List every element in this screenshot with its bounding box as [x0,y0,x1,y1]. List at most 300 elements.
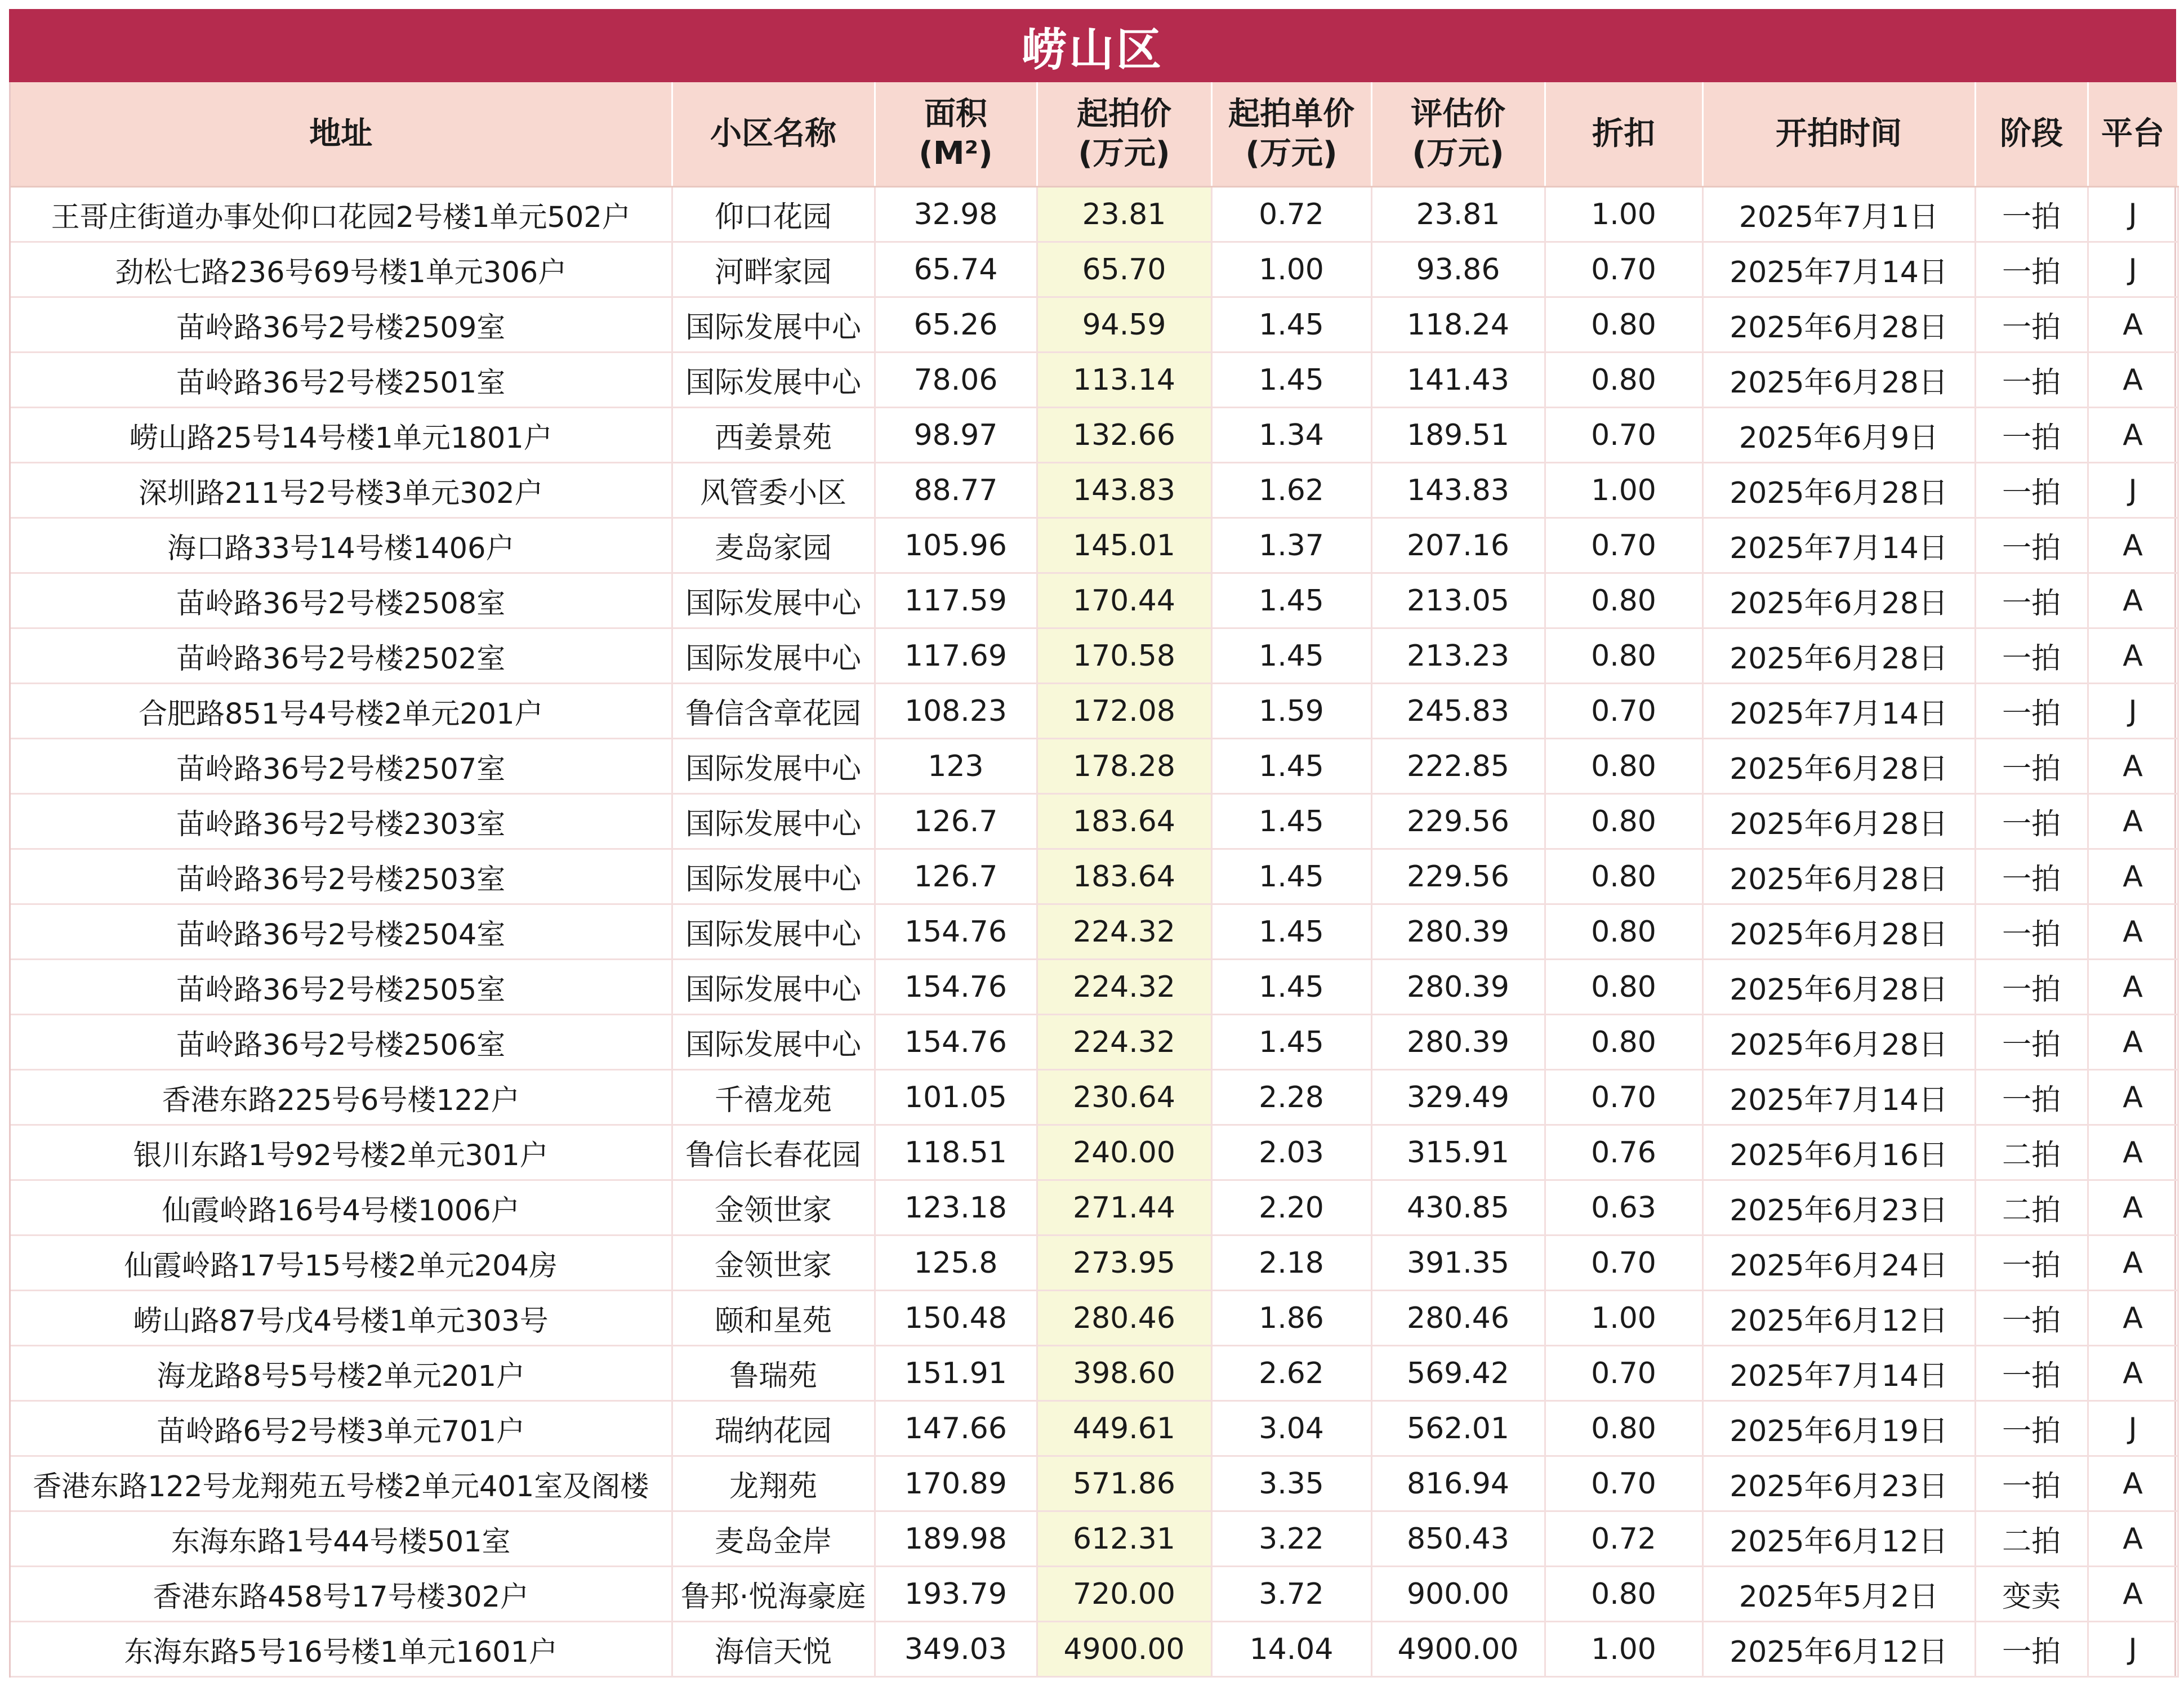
cell-discount: 0.70 [1545,518,1702,573]
cell-platform: J [2088,1401,2178,1456]
cell-appraisal: 118.24 [1371,297,1545,353]
cell-platform: A [2088,1456,2178,1511]
cell-unit-price: 1.62 [1211,463,1371,518]
cell-area: 126.7 [875,794,1037,849]
cell-address: 合肥路851号4号楼2单元201户 [11,684,672,739]
cell-discount: 0.80 [1545,353,1702,408]
spreadsheet [9,9,2176,1678]
cell-start-price: 143.83 [1037,463,1211,518]
cell-appraisal: 280.46 [1371,1291,1545,1346]
cell-auction-date: 2025年6月28日 [1702,297,1975,353]
cell-platform: J [2088,1622,2178,1677]
cell-platform: A [2088,353,2178,408]
cell-area: 349.03 [875,1622,1037,1677]
table-row [11,1401,2178,1456]
table-row [11,1456,2178,1511]
cell-stage: 一拍 [1975,1456,2088,1511]
cell-appraisal: 213.23 [1371,628,1545,684]
cell-discount: 0.70 [1545,242,1702,297]
cell-platform: A [2088,573,2178,628]
cell-address: 苗岭路36号2号楼2506室 [11,1015,672,1070]
cell-discount: 0.80 [1545,573,1702,628]
table-row [11,1291,2178,1346]
cell-appraisal: 391.35 [1371,1235,1545,1291]
column-header-label: 地址 [309,115,373,152]
cell-stage: 一拍 [1975,1070,2088,1125]
column-header-address [11,82,672,187]
cell-auction-date: 2025年6月28日 [1702,353,1975,408]
cell-appraisal: 222.85 [1371,739,1545,794]
column-header-label: 评估价 [1411,96,1505,132]
cell-unit-price: 2.18 [1211,1235,1371,1291]
cell-stage: 一拍 [1975,463,2088,518]
cell-unit-price: 1.45 [1211,960,1371,1015]
column-header-appraisal [1371,82,1545,187]
cell-community: 仰口花园 [672,187,875,242]
cell-stage: 一拍 [1975,1401,2088,1456]
cell-unit-price: 2.20 [1211,1180,1371,1235]
table-row [11,518,2178,573]
cell-area: 32.98 [875,187,1037,242]
cell-discount: 0.80 [1545,739,1702,794]
cell-area: 117.69 [875,628,1037,684]
cell-area: 65.74 [875,242,1037,297]
cell-community: 国际发展中心 [672,573,875,628]
cell-stage: 一拍 [1975,904,2088,960]
cell-auction-date: 2025年6月23日 [1702,1456,1975,1511]
cell-stage: 一拍 [1975,573,2088,628]
table-body [11,187,2178,1677]
cell-area: 118.51 [875,1125,1037,1180]
cell-unit-price: 1.45 [1211,573,1371,628]
cell-unit-price: 3.35 [1211,1456,1371,1511]
cell-community: 金领世家 [672,1180,875,1235]
cell-community: 国际发展中心 [672,849,875,904]
cell-appraisal: 562.01 [1371,1401,1545,1456]
cell-stage: 一拍 [1975,242,2088,297]
cell-discount: 0.80 [1545,628,1702,684]
cell-start-price: 94.59 [1037,297,1211,353]
cell-appraisal: 816.94 [1371,1456,1545,1511]
cell-platform: A [2088,1346,2178,1401]
cell-auction-date: 2025年6月28日 [1702,573,1975,628]
cell-discount: 0.72 [1545,1511,1702,1567]
cell-appraisal: 143.83 [1371,463,1545,518]
column-header-start-price [1037,82,1211,187]
cell-unit-price: 1.34 [1211,408,1371,463]
column-header-unit: (万元) [1078,135,1170,172]
cell-auction-date: 2025年6月28日 [1702,628,1975,684]
cell-address: 香港东路122号龙翔苑五号楼2单元401室及阁楼 [11,1456,672,1511]
cell-auction-date: 2025年7月14日 [1702,1070,1975,1125]
cell-community: 国际发展中心 [672,794,875,849]
cell-community: 鲁邦·悦海豪庭 [672,1567,875,1622]
cell-discount: 1.00 [1545,187,1702,242]
cell-unit-price: 1.45 [1211,297,1371,353]
cell-unit-price: 2.28 [1211,1070,1371,1125]
cell-platform: A [2088,518,2178,573]
table-row [11,1125,2178,1180]
cell-community: 颐和星苑 [672,1291,875,1346]
cell-stage: 一拍 [1975,297,2088,353]
cell-discount: 1.00 [1545,463,1702,518]
cell-start-price: 170.58 [1037,628,1211,684]
cell-address: 苗岭路36号2号楼2503室 [11,849,672,904]
column-header-label: 小区名称 [710,115,836,152]
table-row [11,408,2178,463]
cell-address: 苗岭路36号2号楼2504室 [11,904,672,960]
cell-stage: 一拍 [1975,849,2088,904]
cell-discount: 0.80 [1545,904,1702,960]
cell-discount: 0.70 [1545,1070,1702,1125]
table-row [11,1015,2178,1070]
cell-auction-date: 2025年6月28日 [1702,794,1975,849]
cell-auction-date: 2025年7月14日 [1702,1346,1975,1401]
cell-stage: 一拍 [1975,628,2088,684]
cell-address: 劲松七路236号69号楼1单元306户 [11,242,672,297]
cell-unit-price: 1.45 [1211,739,1371,794]
column-header-unit: (万元) [1245,135,1338,172]
cell-platform: A [2088,297,2178,353]
cell-unit-price: 3.72 [1211,1567,1371,1622]
cell-unit-price: 1.00 [1211,242,1371,297]
table-row [11,573,2178,628]
cell-appraisal: 23.81 [1371,187,1545,242]
cell-discount: 0.63 [1545,1180,1702,1235]
table-row [11,904,2178,960]
cell-platform: A [2088,849,2178,904]
cell-unit-price: 3.04 [1211,1401,1371,1456]
cell-auction-date: 2025年6月28日 [1702,1015,1975,1070]
table-row [11,794,2178,849]
cell-discount: 0.80 [1545,1401,1702,1456]
cell-appraisal: 93.86 [1371,242,1545,297]
cell-auction-date: 2025年6月28日 [1702,960,1975,1015]
cell-start-price: 170.44 [1037,573,1211,628]
cell-community: 国际发展中心 [672,739,875,794]
cell-discount: 0.80 [1545,794,1702,849]
cell-community: 鲁信长春花园 [672,1125,875,1180]
cell-address: 苗岭路36号2号楼2303室 [11,794,672,849]
table-row [11,297,2178,353]
cell-community: 国际发展中心 [672,628,875,684]
cell-unit-price: 2.62 [1211,1346,1371,1401]
cell-auction-date: 2025年6月28日 [1702,739,1975,794]
cell-area: 193.79 [875,1567,1037,1622]
auction-table [11,82,2179,1678]
cell-address: 仙霞岭路16号4号楼1006户 [11,1180,672,1235]
cell-area: 154.76 [875,960,1037,1015]
cell-area: 117.59 [875,573,1037,628]
column-header-unit-price [1211,82,1371,187]
cell-unit-price: 14.04 [1211,1622,1371,1677]
cell-appraisal: 280.39 [1371,960,1545,1015]
cell-address: 东海东路5号16号楼1单元1601户 [11,1622,672,1677]
column-header-unit: (万元) [1412,135,1504,172]
cell-stage: 一拍 [1975,1346,2088,1401]
cell-appraisal: 329.49 [1371,1070,1545,1125]
table-row [11,739,2178,794]
cell-community: 国际发展中心 [672,353,875,408]
cell-stage: 二拍 [1975,1511,2088,1567]
cell-appraisal: 189.51 [1371,408,1545,463]
cell-community: 瑞纳花园 [672,1401,875,1456]
cell-platform: A [2088,1070,2178,1125]
cell-platform: A [2088,628,2178,684]
cell-area: 150.48 [875,1291,1037,1346]
cell-appraisal: 430.85 [1371,1180,1545,1235]
cell-area: 108.23 [875,684,1037,739]
cell-discount: 0.80 [1545,1015,1702,1070]
table-row [11,1622,2178,1677]
cell-auction-date: 2025年7月14日 [1702,518,1975,573]
cell-unit-price: 0.72 [1211,187,1371,242]
cell-auction-date: 2025年6月12日 [1702,1291,1975,1346]
cell-auction-date: 2025年7月14日 [1702,684,1975,739]
cell-platform: A [2088,1125,2178,1180]
cell-platform: A [2088,739,2178,794]
cell-community: 海信天悦 [672,1622,875,1677]
cell-address: 崂山路25号14号楼1单元1801户 [11,408,672,463]
cell-platform: A [2088,960,2178,1015]
cell-community: 鲁信含章花园 [672,684,875,739]
cell-platform: A [2088,794,2178,849]
cell-stage: 一拍 [1975,518,2088,573]
cell-address: 苗岭路36号2号楼2507室 [11,739,672,794]
cell-address: 海口路33号14号楼1406户 [11,518,672,573]
column-header-unit: (M²) [919,135,993,172]
cell-stage: 一拍 [1975,739,2088,794]
cell-address: 崂山路87号戊4号楼1单元303号 [11,1291,672,1346]
cell-area: 151.91 [875,1346,1037,1401]
column-header-label: 开拍时间 [1776,115,1902,152]
cell-stage: 二拍 [1975,1180,2088,1235]
column-header-label: 起拍单价 [1228,96,1354,132]
cell-discount: 0.80 [1545,297,1702,353]
cell-auction-date: 2025年6月28日 [1702,904,1975,960]
cell-appraisal: 280.39 [1371,1015,1545,1070]
cell-address: 香港东路458号17号楼302户 [11,1567,672,1622]
column-header-platform [2088,82,2178,187]
cell-community: 国际发展中心 [672,1015,875,1070]
cell-platform: A [2088,1291,2178,1346]
cell-area: 65.26 [875,297,1037,353]
cell-stage: 一拍 [1975,1291,2088,1346]
cell-platform: J [2088,684,2178,739]
cell-unit-price: 1.45 [1211,1015,1371,1070]
column-header-label: 面积 [924,96,987,132]
cell-platform: A [2088,1567,2178,1622]
cell-community: 国际发展中心 [672,960,875,1015]
cell-discount: 0.70 [1545,684,1702,739]
cell-auction-date: 2025年6月16日 [1702,1125,1975,1180]
cell-discount: 0.70 [1545,1456,1702,1511]
cell-start-price: 240.00 [1037,1125,1211,1180]
cell-address: 苗岭路6号2号楼3单元701户 [11,1401,672,1456]
table-row [11,187,2178,242]
cell-area: 88.77 [875,463,1037,518]
cell-address: 深圳路211号2号楼3单元302户 [11,463,672,518]
cell-address: 海龙路8号5号楼2单元201户 [11,1346,672,1401]
column-header-community [672,82,875,187]
cell-unit-price: 1.86 [1211,1291,1371,1346]
table-row [11,242,2178,297]
cell-community: 风管委小区 [672,463,875,518]
table-row [11,1235,2178,1291]
cell-auction-date: 2025年6月28日 [1702,463,1975,518]
cell-address: 苗岭路36号2号楼2508室 [11,573,672,628]
table-row [11,849,2178,904]
cell-start-price: 145.01 [1037,518,1211,573]
cell-stage: 一拍 [1975,684,2088,739]
cell-auction-date: 2025年6月23日 [1702,1180,1975,1235]
cell-stage: 一拍 [1975,1015,2088,1070]
cell-appraisal: 569.42 [1371,1346,1545,1401]
cell-stage: 二拍 [1975,1125,2088,1180]
column-header-area [875,82,1037,187]
cell-area: 189.98 [875,1511,1037,1567]
cell-platform: J [2088,463,2178,518]
cell-area: 105.96 [875,518,1037,573]
table-row [11,1346,2178,1401]
cell-start-price: 449.61 [1037,1401,1211,1456]
cell-area: 98.97 [875,408,1037,463]
cell-auction-date: 2025年6月9日 [1702,408,1975,463]
cell-auction-date: 2025年5月2日 [1702,1567,1975,1622]
cell-stage: 变卖 [1975,1567,2088,1622]
cell-start-price: 612.31 [1037,1511,1211,1567]
cell-start-price: 183.64 [1037,794,1211,849]
cell-appraisal: 141.43 [1371,353,1545,408]
cell-start-price: 65.70 [1037,242,1211,297]
cell-area: 123.18 [875,1180,1037,1235]
cell-unit-price: 1.37 [1211,518,1371,573]
cell-start-price: 224.32 [1037,1015,1211,1070]
cell-address: 东海东路1号44号楼501室 [11,1511,672,1567]
cell-address: 苗岭路36号2号楼2505室 [11,960,672,1015]
cell-unit-price: 1.59 [1211,684,1371,739]
cell-platform: A [2088,904,2178,960]
table-row [11,463,2178,518]
cell-unit-price: 1.45 [1211,794,1371,849]
column-header-stage [1975,82,2088,187]
cell-discount: 0.76 [1545,1125,1702,1180]
cell-start-price: 273.95 [1037,1235,1211,1291]
table-row [11,1070,2178,1125]
cell-platform: A [2088,1015,2178,1070]
cell-community: 麦岛金岸 [672,1511,875,1567]
table-row [11,960,2178,1015]
cell-platform: J [2088,242,2178,297]
cell-address: 苗岭路36号2号楼2502室 [11,628,672,684]
cell-address: 王哥庄街道办事处仰口花园2号楼1单元502户 [11,187,672,242]
cell-area: 170.89 [875,1456,1037,1511]
cell-platform: A [2088,1511,2178,1567]
cell-stage: 一拍 [1975,1235,2088,1291]
cell-appraisal: 850.43 [1371,1511,1545,1567]
cell-discount: 0.70 [1545,1346,1702,1401]
cell-appraisal: 245.83 [1371,684,1545,739]
cell-community: 国际发展中心 [672,297,875,353]
cell-address: 仙霞岭路17号15号楼2单元204房 [11,1235,672,1291]
cell-platform: A [2088,408,2178,463]
column-header-auction-date [1702,82,1975,187]
cell-unit-price: 1.45 [1211,849,1371,904]
table-row [11,684,2178,739]
cell-appraisal: 280.39 [1371,904,1545,960]
cell-address: 银川东路1号92号楼2单元301户 [11,1125,672,1180]
cell-area: 123 [875,739,1037,794]
cell-appraisal: 4900.00 [1371,1622,1545,1677]
header-row [11,82,2178,187]
cell-area: 78.06 [875,353,1037,408]
cell-stage: 一拍 [1975,960,2088,1015]
cell-start-price: 178.28 [1037,739,1211,794]
cell-address: 苗岭路36号2号楼2501室 [11,353,672,408]
cell-community: 河畔家园 [672,242,875,297]
cell-community: 千禧龙苑 [672,1070,875,1125]
column-header-discount [1545,82,1702,187]
cell-auction-date: 2025年6月19日 [1702,1401,1975,1456]
cell-auction-date: 2025年7月1日 [1702,187,1975,242]
cell-appraisal: 900.00 [1371,1567,1545,1622]
cell-area: 101.05 [875,1070,1037,1125]
cell-area: 154.76 [875,1015,1037,1070]
column-header-label: 折扣 [1592,115,1655,152]
cell-area: 126.7 [875,849,1037,904]
cell-area: 125.8 [875,1235,1037,1291]
district-title: 崂山区 [9,9,2176,82]
column-header-label: 起拍价 [1077,96,1171,132]
cell-discount: 0.70 [1545,408,1702,463]
table-row [11,1511,2178,1567]
cell-community: 麦岛家园 [672,518,875,573]
cell-discount: 0.80 [1545,849,1702,904]
cell-start-price: 571.86 [1037,1456,1211,1511]
table-row [11,1567,2178,1622]
cell-unit-price: 2.03 [1211,1125,1371,1180]
cell-auction-date: 2025年6月28日 [1702,849,1975,904]
cell-start-price: 398.60 [1037,1346,1211,1401]
cell-unit-price: 3.22 [1211,1511,1371,1567]
cell-appraisal: 315.91 [1371,1125,1545,1180]
cell-community: 鲁瑞苑 [672,1346,875,1401]
cell-appraisal: 229.56 [1371,849,1545,904]
cell-start-price: 172.08 [1037,684,1211,739]
cell-stage: 一拍 [1975,187,2088,242]
cell-start-price: 132.66 [1037,408,1211,463]
cell-unit-price: 1.45 [1211,628,1371,684]
cell-discount: 1.00 [1545,1291,1702,1346]
cell-stage: 一拍 [1975,353,2088,408]
table-row [11,628,2178,684]
cell-community: 国际发展中心 [672,904,875,960]
cell-area: 154.76 [875,904,1037,960]
table-wrapper [9,82,2176,1678]
cell-address: 苗岭路36号2号楼2509室 [11,297,672,353]
cell-stage: 一拍 [1975,1622,2088,1677]
cell-start-price: 224.32 [1037,960,1211,1015]
table-row [11,353,2178,408]
cell-discount: 0.70 [1545,1235,1702,1291]
cell-start-price: 224.32 [1037,904,1211,960]
cell-unit-price: 1.45 [1211,353,1371,408]
table-row [11,1180,2178,1235]
cell-platform: A [2088,1235,2178,1291]
cell-auction-date: 2025年6月12日 [1702,1622,1975,1677]
cell-stage: 一拍 [1975,794,2088,849]
column-header-label: 平台 [2101,115,2164,152]
